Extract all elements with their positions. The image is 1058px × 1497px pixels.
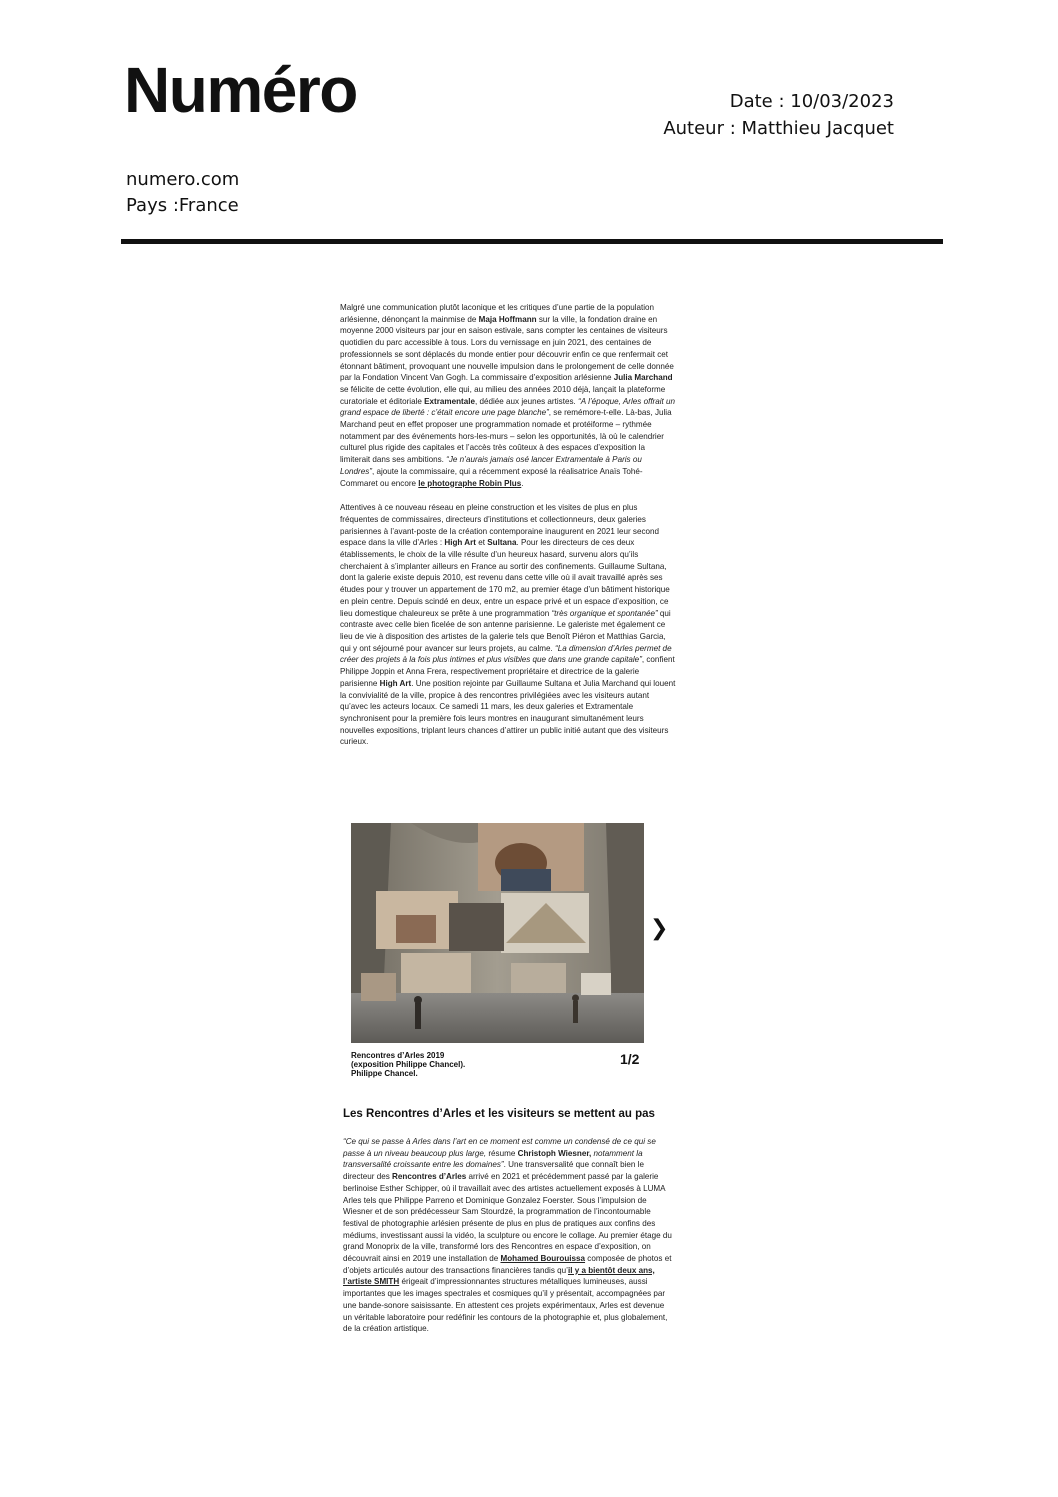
text-run: Christoph Wiesner,	[517, 1148, 592, 1158]
caption-line: (exposition Philippe Chancel).	[351, 1060, 466, 1069]
caption-line: Rencontres d’Arles 2019	[351, 1051, 445, 1060]
text-run[interactable]: il y a bientôt deux ans, l’artiste SMITH	[343, 1265, 655, 1287]
text-run: High Art	[379, 678, 412, 688]
article-paragraph	[340, 302, 676, 489]
text-run: résume	[486, 1148, 518, 1158]
text-run: qui contraste avec celle bien ficelée de son antenne parisienne. Le galeriste met également ce lieu de vie à disposition des artistes de la galerie tels que Benoît Piéron et Matthias Garcia, qui y ont séjourné pour avancer sur leurs projets, au calme.	[340, 608, 671, 653]
text-run: High Art	[444, 538, 476, 548]
caption-line: Philippe Chancel.	[351, 1069, 418, 1078]
text-run: Extramentale	[424, 396, 475, 406]
text-run: , se remémore-t-elle. Là-bas, Julia Marchand peut en effet proposer une programmation nomade et protéiforme – rythmée notamment par des événements hors-les-murs – selon les opportunités, là où le calendrier culturel plus rigide des capitales et l’accès très coûteux à des espaces d’exposition la limiterait dans ses ambitions.	[340, 408, 672, 465]
text-run: Rencontres d’Arles	[392, 1172, 467, 1182]
text-run: Maja Hoffmann	[478, 314, 537, 324]
article-paragraph	[340, 502, 676, 748]
text-run: Sultana	[487, 538, 517, 548]
article-body	[340, 302, 676, 761]
article-paragraph	[343, 1136, 673, 1335]
text-run: arrivé en 2021 et précédemment passé par la galerie berlinoise Esther Schipper, où il travaillait avec des artistes actuellement exposés à LUMA Arles tels que Philippe Parreno et Dominique Gonzalez Foerster. Sous l’impulsion de Wiesner et de son prédécesseur Sam Stourdzé, la programmation de l’incontournable festival de photographie arlésien présente de plus en plus de pratiques aux confins des médiums, investissant aussi la vidéo, la sculpture ou encore le collage. Au premier étage du grand Monoprix de la ville, transformé lors des Rencontres en espace d’exposition, on découvrait ainsi en 2019 une installation de	[343, 1172, 672, 1264]
publication-logo: Numéro	[124, 54, 357, 126]
section-heading: Les Rencontres d’Arles et les visiteurs se mettent au pas	[343, 1108, 655, 1120]
text-run: composée de photos et d’objets articulés autour des transactions financières tandis qu’	[343, 1254, 672, 1275]
text-run[interactable]: le photographe Robin Plus	[418, 478, 522, 488]
author-line: Auteur : Matthieu Jacquet	[663, 118, 894, 139]
text-run: . Une transversalité que connaît bien le directeur des	[343, 1160, 644, 1182]
exhibition-photo-image	[351, 823, 644, 1043]
text-run: et	[476, 538, 488, 548]
carousel-next-icon[interactable]: ❯	[650, 916, 669, 941]
photo-caption	[351, 1051, 501, 1078]
text-run: Malgré une communication plutôt laconique et les critiques d’une partie de la population arlésienne, dénonçant la mainmise de	[340, 303, 655, 324]
text-run: “A l’époque, Arles offrait un grand espace de liberté : c’était encore une page blanche”	[340, 396, 676, 418]
text-run: . Une position rejointe par Guillaume Sultana et Julia Marchand qui louent la convivialité de la ville, propice à des rencontres privilégiées avec les visiteurs autant qu’avec les acteurs locaux. Ce samedi 11 mars, les deux galeries et Extramentale synchronisent pour la première fois leurs montres en inaugurant simultanément leurs nouvelles expositions, triplant leurs chances d’attirer un public initié autant que des visiteurs curieux.	[340, 678, 676, 747]
country-line: Pays :France	[126, 195, 239, 216]
text-run: “La dimension d’Arles permet de créer des projets à la fois plus intimes et plus visibles que dans une grande capitale”	[340, 643, 672, 665]
article-meta	[663, 88, 894, 142]
header-divider	[121, 239, 943, 244]
date-line: Date : 10/03/2023	[729, 91, 894, 112]
text-run: , ajoute la commissaire, qui a récemment exposé la réalisatrice Anaïs Tohé-Commaret ou encore	[340, 466, 643, 488]
article-body-section-2	[343, 1136, 673, 1335]
text-run: “Ce qui se passe à Arles dans l’art en ce moment est comme un condensé de ce qui se passe à un niveau beaucoup plus large,	[343, 1137, 656, 1158]
text-run: notamment la transversalité croissante entre les domaines”	[343, 1148, 643, 1170]
text-run: .	[521, 478, 524, 488]
text-run: , confient Philippe Joppin et Anna Frera, respectivement propriétaire et directrice de la galerie parisienne	[340, 655, 675, 688]
text-run: érigeait d’impressionnantes structures métalliques lumineuses, aussi importantes que les images spectrales et cosmiques qu’il y présentait, accompagnées par une bande-sonore saisissante. En attestent ces projets expérimentaux, Arles est devenue un véritable laboratoire pour redéfinir les contours de la photographie et, plus globalement, de la création artistique.	[343, 1277, 668, 1334]
text-run: “très organique et spontanée”	[551, 608, 658, 618]
text-run: , dédiée aux jeunes artistes.	[474, 396, 579, 406]
text-run: sur la ville, la fondation draine en moyenne 2000 visiteurs par jour en saison estivale, sans compter les centaines de visiteurs quotidien du parc accessible à tous. Lors du vernissage en juin 2021, des centaines de professionnels se sont déplacés du monde entier pour découvrir enfin ce que renfermait cet étonnant bâtiment, provoquant une nouvelle impulsion dans le prolongement de celle donnée par la Fondation Vincent Van Gogh. La commissaire d’exposition arlésienne	[340, 314, 674, 383]
site-url: numero.com	[126, 169, 240, 190]
text-run: . Pour les directeurs de ces deux établissements, le choix de la ville résulte d’un heureux hasard, survenu alors qu’ils cherchaient à s’implanter ailleurs en France au sortir des confinements. Guillaume Sultana, dont la galerie existe depuis 2010, est revenu dans cette ville où il avait travaillé après ses études pour y trouver un appartement de 170 m2, au premier étage d’un bâtiment historique en plein centre. Depuis scindé en deux, entre un espace privé et un espace d’exposition, ce lieu domestique chaleureux se prête à une programmation	[340, 538, 670, 618]
text-run[interactable]: Mohamed Bourouissa	[500, 1254, 586, 1264]
carousel-counter: 1/2	[620, 1051, 640, 1067]
text-run: Julia Marchand	[613, 373, 673, 383]
exhibition-photo	[351, 823, 644, 1043]
text-run: Attentives à ce nouveau réseau en pleine construction et les visites de plus en plus fréquentes de commissaires, directeurs d’institutions et collectionneurs, deux galeries parisiennes à l’avant-poste de la création contemporaine inaugurent en 2021 leur second espace dans la ville d’Arles :	[340, 503, 660, 548]
text-run: se félicite de cette évolution, elle qui, au milieu des années 2010 déjà, lançait la plateforme curatoriale et éditoriale	[340, 384, 666, 406]
text-run: “Je n’aurais jamais osé lancer Extramentale à Paris ou Londres”	[340, 455, 642, 476]
source-meta	[126, 167, 239, 219]
